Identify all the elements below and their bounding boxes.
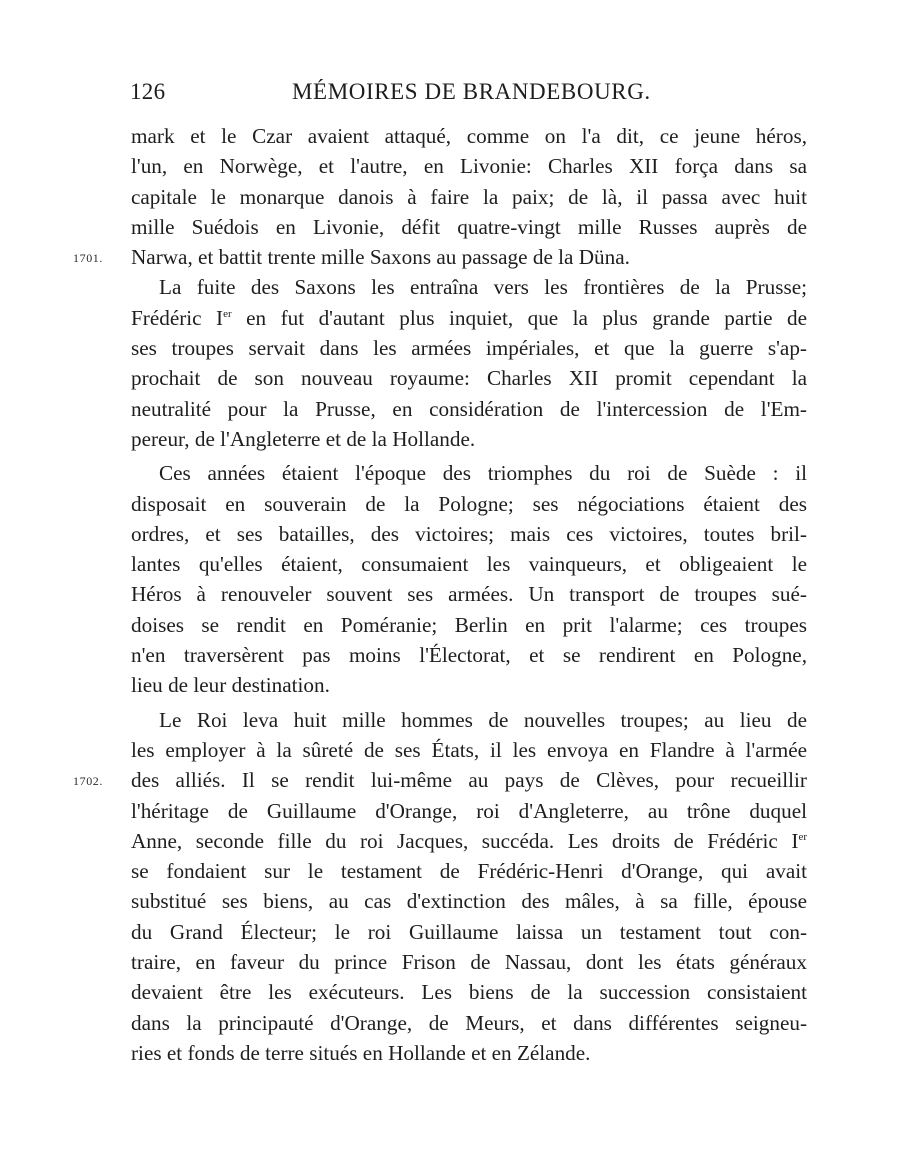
text-line: Narwa, et battit trente mille Saxons au passage de la Düna. <box>131 245 630 270</box>
page-number: 126 <box>130 79 166 104</box>
text-line: Anne, seconde fille du roi Jacques, succéda. Les droits de Frédéric I <box>131 828 799 853</box>
text-line: lieu de leur destination. <box>131 673 330 698</box>
text-line: Le Roi leva huit mille hommes de nouvelles troupes; au lieu de <box>159 707 807 732</box>
text-line: capitale le monarque danois à faire la paix; de là, il passa avec huit <box>131 184 807 209</box>
text-line: neutralité pour la Prusse, en considération de l'intercession de l'Em- <box>131 396 807 421</box>
text-line: n'en traversèrent pas moins l'Électorat, et se rendirent en Pologne, <box>131 643 807 668</box>
margin-year-1702: 1702. <box>73 774 103 789</box>
paragraph <box>73 705 807 1069</box>
text-line: doises se rendit en Poméranie; Berlin en prit l'alarme; ces troupes <box>131 612 807 637</box>
text-line: l'héritage de Guillaume d'Orange, roi d'Angleterre, au trône duquel <box>131 798 807 823</box>
text-line: Héros à renouveler souvent ses armées. Un transport de troupes sué- <box>131 582 807 607</box>
paragraph <box>73 121 807 272</box>
text-line: se fondaient sur le testament de Frédéric-Henri d'Orange, qui avait <box>131 859 807 884</box>
text-line: substitué ses biens, au cas d'extinction des mâles, à sa fille, épouse <box>131 889 807 914</box>
text-line: Ces années étaient l'époque des triomphes du roi de Suède : il <box>159 461 807 486</box>
text-line-with-superscript <box>131 826 807 856</box>
running-title: MÉMOIRES DE BRANDEBOURG. <box>292 79 651 104</box>
margin-year-1701: 1701. <box>73 251 103 266</box>
text-line: mark et le Czar avaient attaqué, comme on l'a dit, ce jeune héros, <box>131 124 807 148</box>
text-line: l'un, en Norwège, et l'autre, en Livonie: Charles XII força dans sa <box>131 154 807 179</box>
text-line: ses troupes servait dans les armées impériales, et que la guerre s'ap- <box>131 336 807 361</box>
text-line: mille Suédois en Livonie, défit quatre-vingt mille Russes auprès de <box>131 214 807 239</box>
running-header <box>130 79 806 111</box>
text-line: traire, en faveur du prince Frison de Nassau, dont les états généraux <box>131 950 807 975</box>
text-line: les employer à la sûreté de ses États, il les envoya en Flandre à l'armée <box>131 737 807 762</box>
text-line: disposait en souverain de la Pologne; ses négociations étaient des <box>131 491 807 516</box>
paragraph <box>131 458 807 700</box>
text-line-with-margin-note <box>73 765 807 795</box>
text-line: La fuite des Saxons les entraîna vers les frontières de la Prusse; <box>159 275 807 300</box>
name-frederic: Frédéric I <box>131 305 224 330</box>
text-line: pereur, de l'Angleterre et de la Hollande. <box>131 426 476 451</box>
text-line-with-margin-note <box>73 242 807 272</box>
text-line: des alliés. Il se rendit lui-même au pays de Clèves, pour recueillir <box>131 768 807 793</box>
text-line: du Grand Électeur; le roi Guillaume laissa un testament tout con- <box>131 919 807 944</box>
body-text <box>73 121 807 1068</box>
text-line-with-superscript <box>131 303 807 333</box>
text-line: ries et fonds de terre situés en Hollande et en Zélande. <box>131 1040 591 1065</box>
text-line-rest: en fut d'autant plus inquiet, que la plus grande partie de <box>246 305 807 330</box>
text-line: dans la principauté d'Orange, de Meurs, et dans différentes seigneu- <box>131 1010 807 1035</box>
paragraph <box>131 272 807 454</box>
text-line: devaient être les exécuteurs. Les biens de la succession consistaient <box>131 980 807 1005</box>
ordinal-superscript: er <box>798 830 807 843</box>
text-line: ordres, et ses batailles, des victoires; mais ces victoires, toutes bril- <box>131 521 807 546</box>
text-line: prochait de son nouveau royaume: Charles XII promit cependant la <box>131 366 807 391</box>
ordinal-superscript: er <box>223 307 232 320</box>
text-line: lantes qu'elles étaient, consumaient les vainqueurs, et obligeaient le <box>131 552 807 577</box>
